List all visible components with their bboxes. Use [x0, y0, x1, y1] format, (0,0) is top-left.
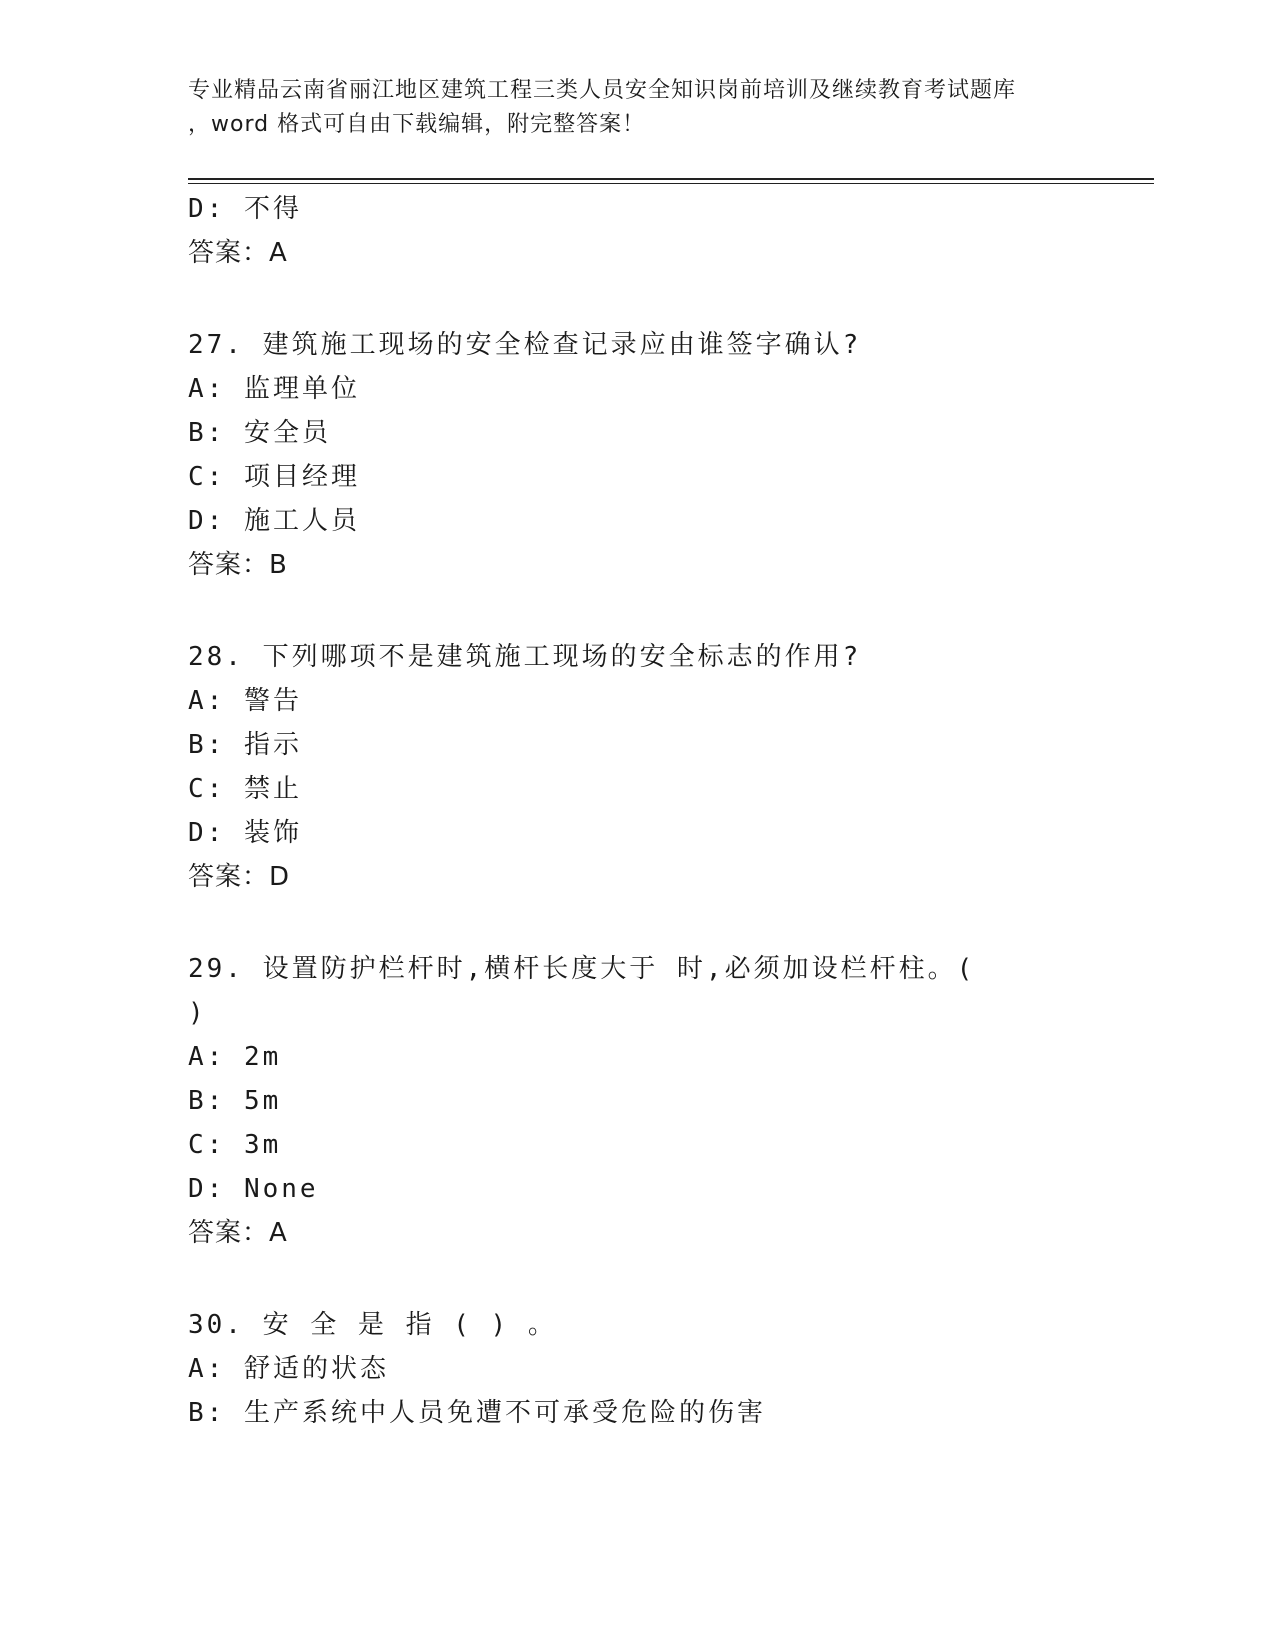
- q28-option-b: B: 指示: [188, 730, 302, 760]
- prev-option-d: D: 不得: [188, 194, 302, 224]
- prev-answer: 答案：A: [188, 238, 288, 268]
- q28-option-a: A: 警告: [188, 686, 302, 716]
- q29-stem-line1: 29. 设置防护栏杆时,横杆长度大于 时,必须加设栏杆柱。(: [188, 954, 976, 984]
- q27-option-a: A: 监理单位: [188, 374, 360, 404]
- q28-option-c: C: 禁止: [188, 774, 302, 804]
- q27-option-b: B: 安全员: [188, 418, 331, 448]
- q27-option-d: D: 施工人员: [188, 506, 360, 536]
- q29-option-d: D: None: [188, 1174, 319, 1204]
- q27-stem: 27. 建筑施工现场的安全检查记录应由谁签字确认?: [188, 330, 862, 360]
- document-header: [188, 74, 1088, 142]
- q29-option-c: C: 3m: [188, 1130, 282, 1160]
- header-title-line2: ，word 格式可自由下载编辑，附完整答案！: [188, 112, 646, 137]
- q28-option-d: D: 装饰: [188, 818, 302, 848]
- q29-answer: 答案：A: [188, 1218, 288, 1248]
- q27-answer: 答案：B: [188, 550, 288, 580]
- q29-option-a: A: 2m: [188, 1042, 282, 1072]
- header-divider-thick: [188, 178, 1154, 180]
- q29-option-b: B: 5m: [188, 1086, 282, 1116]
- q27-option-c: C: 项目经理: [188, 462, 360, 492]
- q30-stem: 30. 安 全 是 指 ( ) 。: [188, 1310, 557, 1340]
- q29-stem-line2: ): [188, 998, 207, 1028]
- q30-option-a: A: 舒适的状态: [188, 1354, 389, 1384]
- header-divider-thin: [188, 183, 1154, 184]
- q28-answer: 答案：D: [188, 862, 291, 892]
- q30-option-b: B: 生产系统中人员免遭不可承受危险的伤害: [188, 1398, 766, 1428]
- q28-stem: 28. 下列哪项不是建筑施工现场的安全标志的作用?: [188, 642, 862, 672]
- header-title-line1: 专业精品云南省丽江地区建筑工程三类人员安全知识岗前培训及继续教育考试题库: [188, 78, 1017, 103]
